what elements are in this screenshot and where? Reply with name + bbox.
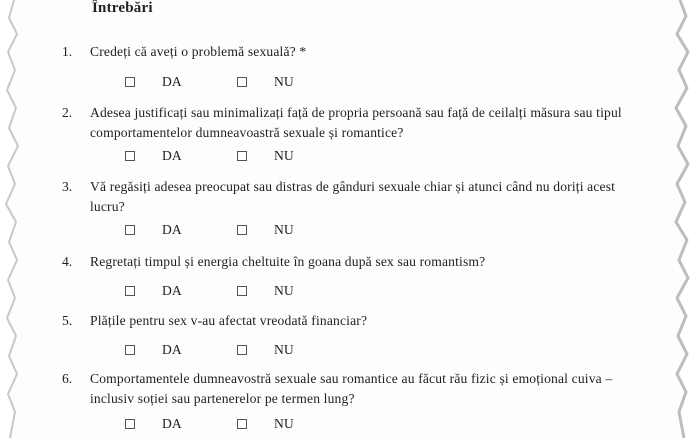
question-text: Credeți că aveți o problemă sexuală? * (90, 44, 307, 59)
checkbox[interactable] (125, 151, 135, 161)
question-number: 1. (62, 44, 73, 59)
question-6 (62, 369, 642, 409)
checkbox[interactable] (237, 345, 247, 355)
question-text: Plățile pentru sex v-au afectat vreodată financiar? (90, 313, 368, 328)
answer-options-5 (125, 342, 294, 358)
option-label: NU (274, 416, 294, 431)
question-number: 6. (62, 371, 73, 386)
option-label: NU (274, 342, 294, 357)
torn-edge-left (0, 0, 40, 438)
question-4 (62, 252, 642, 272)
checkbox[interactable] (237, 77, 247, 87)
question-text: Vă regăsiți adesea preocupat sau distras de gânduri sexuale chiar și atunci când nu doriți acest lucru? (90, 179, 616, 214)
option-label: NU (274, 283, 294, 298)
checkbox[interactable] (237, 225, 247, 235)
question-1 (62, 42, 642, 62)
checkbox[interactable] (125, 77, 135, 87)
option-label: DA (162, 283, 182, 298)
option-nu[interactable] (237, 148, 294, 164)
option-nu[interactable] (237, 222, 294, 238)
option-label: NU (274, 148, 294, 163)
torn-edge-right (650, 0, 700, 438)
checkbox[interactable] (125, 345, 135, 355)
option-nu[interactable] (237, 283, 294, 299)
question-text: Adesea justificați sau minimalizați față de propria persoană sau față de ceilalți măsura sau tipul comportamentelor dumneavoastră sexuale și romantice? (90, 105, 622, 140)
answer-options-4 (125, 283, 294, 299)
question-number: 2. (62, 105, 73, 120)
option-label: DA (162, 342, 182, 357)
checkbox[interactable] (125, 286, 135, 296)
question-number: 4. (62, 254, 73, 269)
answer-options-2 (125, 148, 294, 164)
option-label: NU (274, 222, 294, 237)
answer-options-3 (125, 222, 294, 238)
checkbox[interactable] (125, 225, 135, 235)
option-label: NU (274, 74, 294, 89)
answer-options-1 (125, 74, 294, 90)
option-label: DA (162, 222, 182, 237)
question-number: 5. (62, 313, 73, 328)
option-label: DA (162, 148, 182, 163)
option-da[interactable] (125, 222, 237, 238)
question-2 (62, 103, 642, 143)
option-da[interactable] (125, 148, 237, 164)
question-5 (62, 311, 642, 331)
question-number: 3. (62, 179, 73, 194)
checkbox[interactable] (125, 419, 135, 429)
question-text: Comportamentele dumneavostră sexuale sau romantice au făcut rău fizic și emoțional cuiva – inclusiv soției sau partenerelor pe termen lung? (90, 371, 613, 406)
checkbox[interactable] (237, 151, 247, 161)
option-nu[interactable] (237, 342, 294, 358)
page-title: Întrebări (92, 0, 153, 16)
option-da[interactable] (125, 74, 237, 90)
question-text: Regretați timpul și energia cheltuite în goana după sex sau romantism? (90, 254, 486, 269)
checkbox[interactable] (237, 419, 247, 429)
question-3 (62, 177, 642, 217)
option-da[interactable] (125, 283, 237, 299)
option-label: DA (162, 74, 182, 89)
checkbox[interactable] (237, 286, 247, 296)
option-nu[interactable] (237, 416, 294, 432)
option-label: DA (162, 416, 182, 431)
option-da[interactable] (125, 342, 237, 358)
option-nu[interactable] (237, 74, 294, 90)
answer-options-6 (125, 416, 294, 432)
option-da[interactable] (125, 416, 237, 432)
